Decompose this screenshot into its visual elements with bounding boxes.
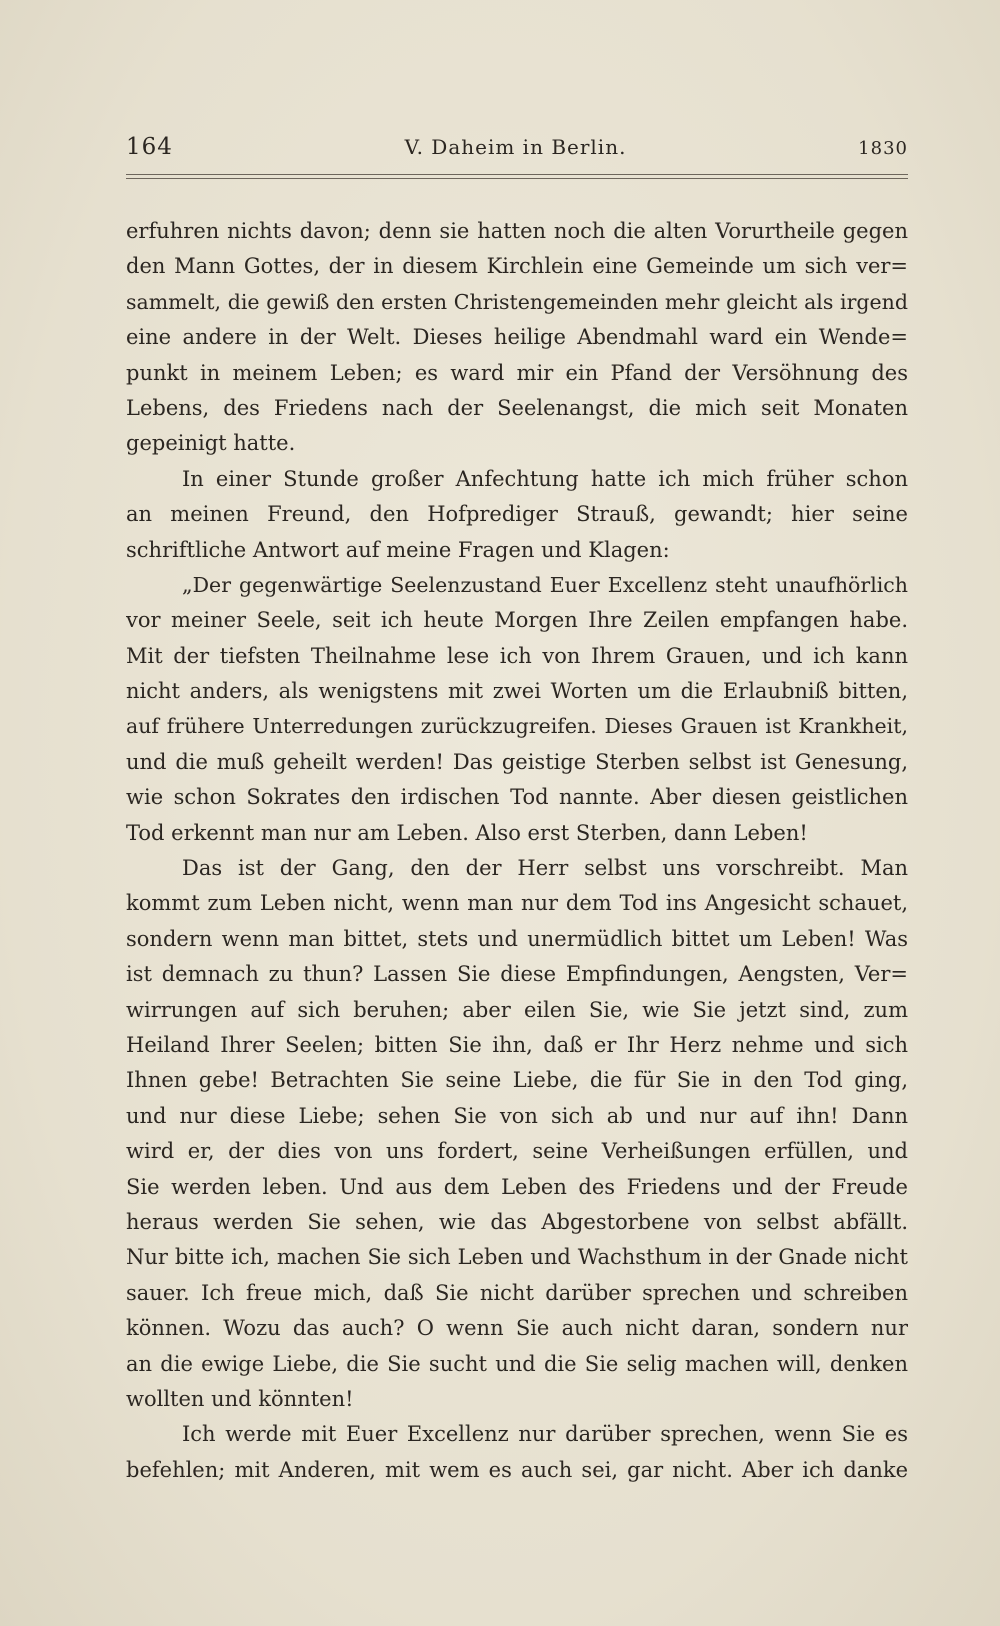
text-line: und die muß geheilt werden! Das geistige Sterben selbst ist Genesung, <box>126 749 908 774</box>
text-line: vor meiner Seele, seit ich heute Morgen Ihre Zeilen empfangen habe. <box>126 608 908 633</box>
text-line: wie schon Sokrates den irdischen Tod nannte. Aber diesen geistlichen <box>126 785 908 810</box>
running-header <box>126 134 908 168</box>
text-line: Das ist der Gang, den der Herr selbst uns vorschreibt. Man <box>182 856 908 881</box>
header-rule-double <box>126 178 908 179</box>
text-line: nicht anders, als wenigstens mit zwei Worten um die Erlaubniß bitten, <box>126 679 908 704</box>
text-line: und nur diese Liebe; sehen Sie von sich ab und nur auf ihn! Dann <box>126 1103 908 1128</box>
header-rule <box>126 174 908 175</box>
text-line: schriftliche Antwort auf meine Fragen und Klagen: <box>126 537 670 562</box>
text-line: den Mann Gottes, der in diesem Kirchlein eine Gemeinde um sich ver= <box>126 254 908 279</box>
text-line: auf frühere Unterredungen zurückzugreifen. Dieses Grauen ist Krankheit, <box>126 714 908 739</box>
text-line: können. Wozu das auch? O wenn Sie auch nicht daran, sondern nur <box>126 1316 908 1341</box>
text-line: In einer Stunde großer Anfechtung hatte ich mich früher schon <box>182 466 908 491</box>
text-line: gepeinigt hatte. <box>126 431 296 456</box>
text-line: punkt in meinem Leben; es ward mir ein Pfand der Versöhnung des <box>126 360 908 385</box>
text-line: kommt zum Leben nicht, wenn man nur dem Tod ins Angesicht schauet, <box>126 891 908 916</box>
text-line: wollten und könnten! <box>126 1386 354 1411</box>
text-line: Mit der tiefsten Theilnahme lese ich von Ihrem Grauen, und ich kann <box>126 643 908 668</box>
running-title: V. Daheim in Berlin. <box>404 135 627 159</box>
page-number: 164 <box>126 134 173 160</box>
text-line: ist demnach zu thun? Lassen Sie diese Empfindungen, Aengsten, Ver= <box>126 962 908 987</box>
text-line: Sie werden leben. Und aus dem Leben des Friedens und der Freude <box>126 1174 908 1199</box>
body-text <box>126 214 908 1488</box>
text-line: Heiland Ihrer Seelen; bitten Sie ihn, daß er Ihr Herz nehme und sich <box>126 1032 908 1057</box>
text-line: Lebens, des Friedens nach der Seelenangst, die mich seit Monaten <box>126 395 908 420</box>
text-line: sammelt, die gewiß den ersten Christengemeinden mehr gleicht als irgend <box>126 289 908 314</box>
text-line: heraus werden Sie sehen, wie das Abgestorbene von selbst abfällt. <box>126 1209 908 1234</box>
text-line: „Der gegenwärtige Seelenzustand Euer Excellenz steht unaufhörlich <box>182 572 908 597</box>
text-line: Nur bitte ich, machen Sie sich Leben und Wachsthum in der Gnade nicht <box>126 1245 908 1270</box>
text-line: eine andere in der Welt. Dieses heilige Abendmahl ward ein Wende= <box>126 325 908 350</box>
text-line: wirrungen auf sich beruhen; aber eilen Sie, wie Sie jetzt sind, zum <box>126 997 908 1022</box>
text-line: sauer. Ich freue mich, daß Sie nicht darüber sprechen und schreiben <box>126 1280 908 1305</box>
text-line: erfuhren nichts davon; denn sie hatten noch die alten Vorurtheile gegen <box>126 219 908 243</box>
text-line: befehlen; mit Anderen, mit wem es auch sei, gar nicht. Aber ich danke <box>126 1457 908 1482</box>
text-line: wird er, der dies von uns fordert, seine Verheißungen erfüllen, und <box>126 1139 908 1164</box>
text-line: an meinen Freund, den Hofprediger Strauß, gewandt; hier seine <box>126 502 908 527</box>
text-line: sondern wenn man bittet, stets und unermüdlich bittet um Leben! Was <box>126 926 908 951</box>
text-line: Ihnen gebe! Betrachten Sie seine Liebe, die für Sie in den Tod ging, <box>126 1068 908 1093</box>
header-year: 1830 <box>858 138 908 159</box>
text-line: an die ewige Liebe, die Sie sucht und die Sie selig machen will, denken <box>126 1351 908 1376</box>
text-line: Tod erkennt man nur am Leben. Also erst Sterben, dann Leben! <box>126 820 808 845</box>
text-line: Ich werde mit Euer Excellenz nur darüber sprechen, wenn Sie es <box>182 1422 908 1447</box>
